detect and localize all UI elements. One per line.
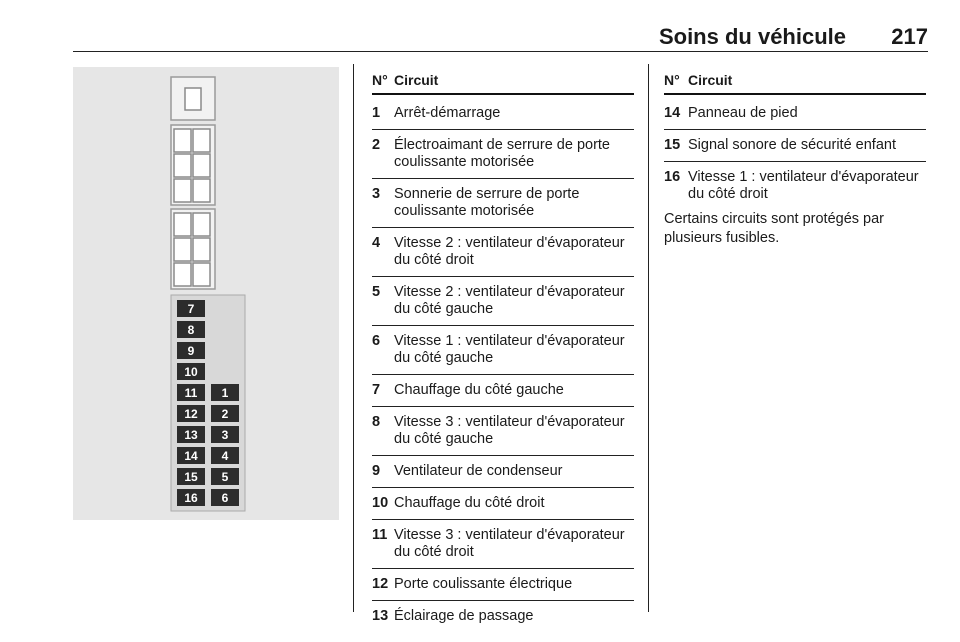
header-rule xyxy=(73,51,928,52)
circuit-description: Ventilateur de condenseur xyxy=(394,463,563,479)
fuse-label: 2 xyxy=(221,407,229,421)
circuit-description: Vitesse 2 : ventilateur d'évaporateur du côté gauche xyxy=(394,284,625,317)
table-row xyxy=(372,456,634,488)
circuit-description: Vitesse 1 : ventilateur d'évaporateur du côté droit xyxy=(688,169,919,202)
circuit-number: 3 xyxy=(372,186,381,202)
circuit-description: Vitesse 3 : ventilateur d'évaporateur du côté gauche xyxy=(394,414,625,447)
circuit-number: 7 xyxy=(372,382,381,398)
fuse-label: 13 xyxy=(184,428,198,442)
circuit-number: 2 xyxy=(372,137,381,153)
page-number: 217 xyxy=(891,24,928,49)
circuit-description: Signal sonore de sécurité enfant xyxy=(688,137,896,153)
table-row xyxy=(372,375,634,407)
table-row xyxy=(664,162,926,210)
col-no: N° xyxy=(664,71,680,88)
circuit-description: Sonnerie de serrure de porte coulissante motorisée xyxy=(394,186,580,219)
circuit-number: 15 xyxy=(664,137,681,153)
fuse-label: 14 xyxy=(184,449,198,463)
fuse-label: 9 xyxy=(187,344,195,358)
circuit-number: 12 xyxy=(372,576,389,592)
table-header xyxy=(372,66,634,95)
circuit-table-1 xyxy=(372,66,634,632)
circuit-description: Chauffage du côté gauche xyxy=(394,382,564,398)
table-row xyxy=(664,95,926,130)
circuit-description: Vitesse 3 : ventilateur d'évaporateur du côté droit xyxy=(394,527,625,560)
fuse-label: 3 xyxy=(221,428,229,442)
circuit-number: 5 xyxy=(372,284,381,300)
column-divider-2 xyxy=(648,64,649,612)
fuse-label: 4 xyxy=(221,449,229,463)
circuit-number: 16 xyxy=(664,169,681,185)
fuse-label: 10 xyxy=(184,365,198,379)
circuit-number: 8 xyxy=(372,414,381,430)
col-no: N° xyxy=(372,71,388,88)
table-row xyxy=(372,277,634,326)
circuit-description: Porte coulissante électrique xyxy=(394,576,573,592)
circuit-description: Chauffage du côté droit xyxy=(394,495,545,511)
table-row xyxy=(372,569,634,601)
table-row xyxy=(372,488,634,520)
fuse-label: 7 xyxy=(187,302,195,316)
fuse-label: 12 xyxy=(184,407,198,421)
fuse-box-svg xyxy=(73,67,339,520)
table-row xyxy=(372,407,634,456)
table-row xyxy=(372,326,634,375)
column-divider-1 xyxy=(353,64,354,612)
circuit-number: 1 xyxy=(372,105,381,121)
fuse-box-diagram xyxy=(73,67,339,520)
col-circuit: Circuit xyxy=(394,71,439,88)
circuit-number: 6 xyxy=(372,333,381,349)
page-header xyxy=(73,24,928,51)
circuit-number: 10 xyxy=(372,495,389,511)
circuit-number: 14 xyxy=(664,105,681,121)
table-row xyxy=(664,130,926,162)
section-title: Soins du véhicule xyxy=(658,24,846,49)
circuit-description: Électroaimant de serrure de porte coulissante motorisée xyxy=(394,137,610,170)
fuse-label: 5 xyxy=(221,470,229,484)
fuse-label: 8 xyxy=(187,323,195,337)
relay-slot xyxy=(185,88,201,110)
circuit-number: 11 xyxy=(372,527,388,543)
table-row xyxy=(372,179,634,228)
fuse-label: 6 xyxy=(221,491,229,505)
fuse-label: 1 xyxy=(221,386,229,400)
table-row xyxy=(372,228,634,277)
table-row xyxy=(372,520,634,569)
circuit-description: Panneau de pied xyxy=(688,105,798,121)
table-header xyxy=(664,66,926,95)
fuse-label: 16 xyxy=(184,491,198,505)
circuit-description: Vitesse 1 : ventilateur d'évaporateur du côté gauche xyxy=(394,333,625,366)
circuit-description: Éclairage de passage xyxy=(394,608,534,624)
circuit-table-2 xyxy=(664,66,926,210)
circuit-number: 13 xyxy=(372,608,389,624)
circuit-description: Vitesse 2 : ventilateur d'évaporateur du côté droit xyxy=(394,235,625,268)
table-row xyxy=(372,130,634,179)
circuit-number: 4 xyxy=(372,235,381,251)
fuse-label: 15 xyxy=(184,470,198,484)
circuit-description: Arrêt-démarrage xyxy=(394,105,501,121)
fuse-label: 11 xyxy=(184,386,198,400)
table-row xyxy=(372,95,634,130)
note-text: Certains circuits sont protégés par plusieurs fusibles. xyxy=(664,211,885,246)
col-circuit: Circuit xyxy=(688,71,733,88)
table-row xyxy=(372,601,634,632)
circuit-number: 9 xyxy=(372,463,381,479)
